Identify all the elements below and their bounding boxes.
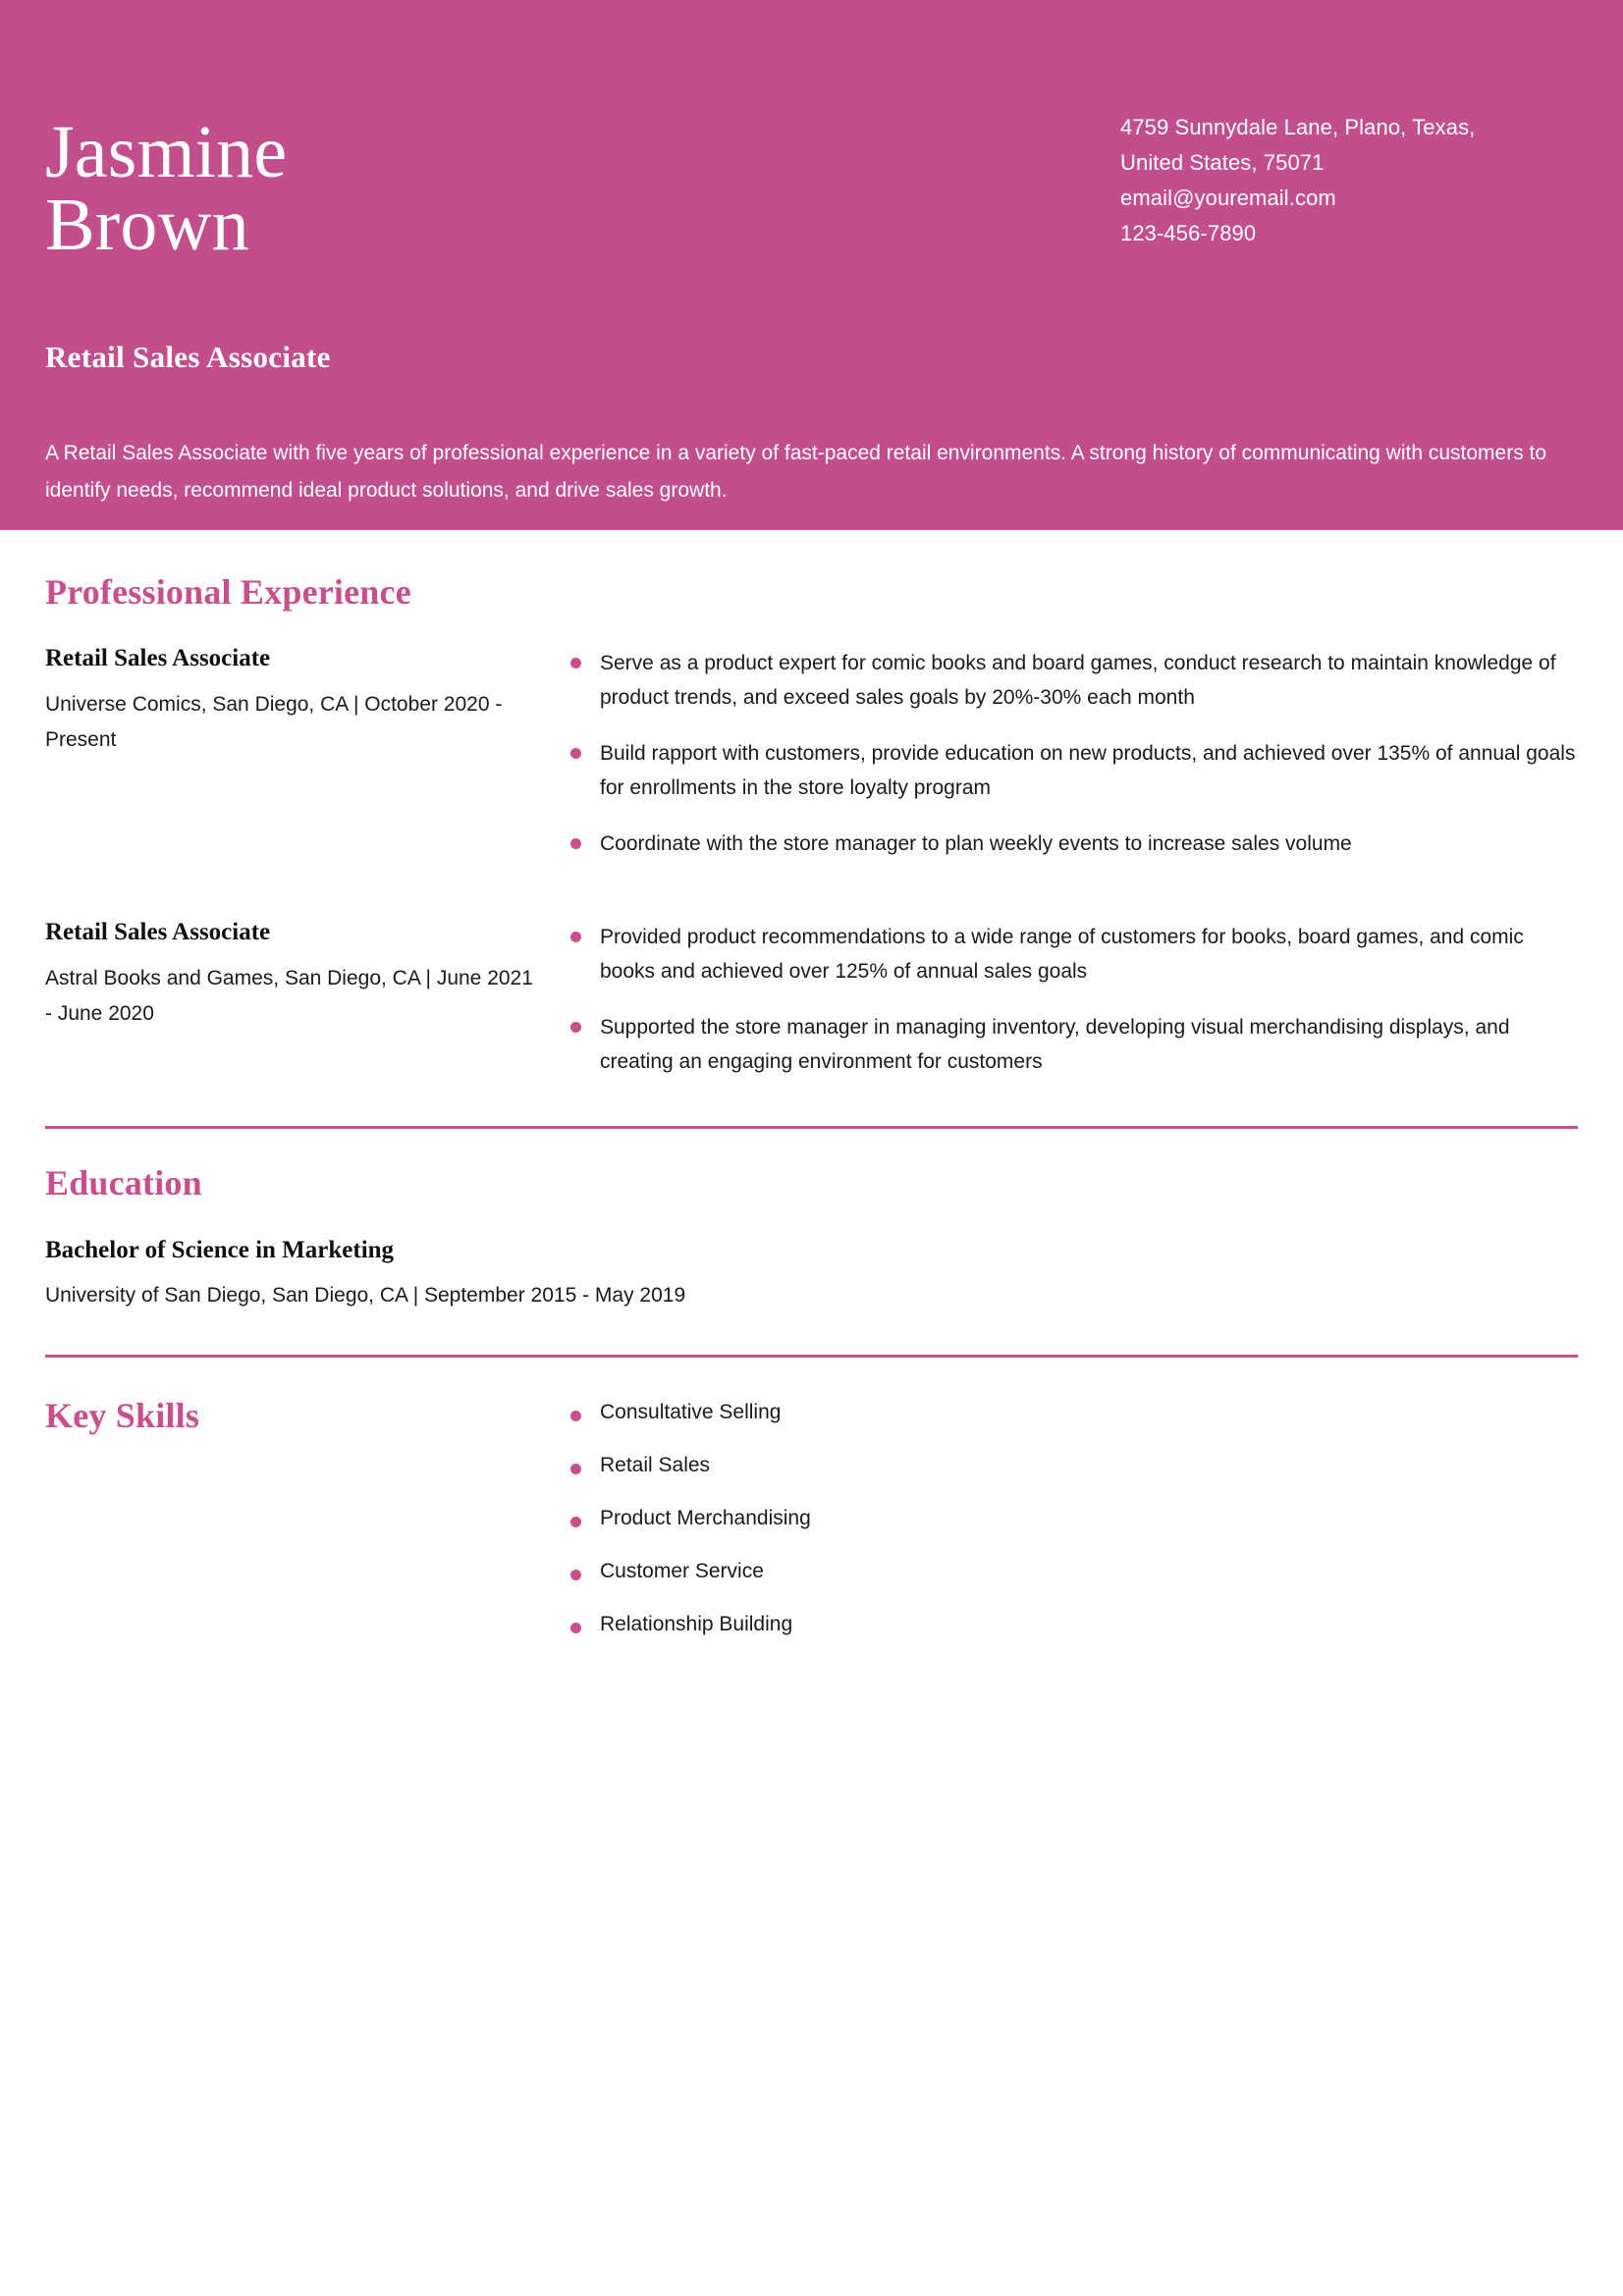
section-education: [45, 1129, 1578, 1313]
experience-entry: [45, 918, 1578, 1079]
experience-company-dates: Universe Comics, San Diego, CA | October 2020 - Present: [45, 693, 503, 751]
section-title-experience: Professional Experience: [45, 572, 411, 612]
candidate-job-title: Retail Sales Associate: [45, 340, 331, 374]
spacer: [45, 1079, 1578, 1126]
skill-label: Product Merchandising: [600, 1507, 811, 1529]
skill-label: Consultative Selling: [600, 1401, 782, 1423]
education-school-dates: University of San Diego, San Diego, CA | September 2015 - May 2019: [45, 1284, 686, 1307]
bullet-dot-icon: [570, 1517, 581, 1527]
experience-bullet: [561, 736, 1578, 805]
section-title-skills: Key Skills: [45, 1396, 200, 1435]
candidate-last-name: Brown: [45, 184, 249, 266]
skills-right: [561, 1395, 1578, 1664]
skill-label: Relationship Building: [600, 1613, 793, 1635]
section-title-education: Education: [45, 1163, 202, 1202]
bullet-dot-icon: [570, 838, 581, 849]
bullet-dot-icon: [570, 658, 581, 668]
experience-entry-right: [561, 644, 1578, 861]
skills-list: [561, 1399, 1578, 1638]
bullet-dot-icon: [570, 932, 581, 942]
skill-item: [561, 1452, 1578, 1479]
education-degree: Bachelor of Science in Marketing: [45, 1237, 395, 1263]
bullet-dot-icon: [570, 1022, 581, 1033]
candidate-first-name: Jasmine: [45, 111, 288, 193]
skill-label: Customer Service: [600, 1560, 764, 1582]
experience-bullet-text: Provided product recommendations to a wide range of customers for books, board games, and comic books and achieved over 125% of annual sales goals: [600, 926, 1524, 983]
bullet-dot-icon: [570, 1464, 581, 1474]
experience-entry: [45, 644, 1578, 861]
candidate-name: [45, 111, 929, 266]
experience-bullet-text: Serve as a product expert for comic books and board games, conduct research to maintain knowledge of product trends, and exceed sales goals by 20%-30% each month: [600, 652, 1556, 709]
experience-bullet: [561, 1010, 1578, 1079]
experience-role: Retail Sales Associate: [45, 919, 271, 945]
experience-bullet-list: [561, 920, 1578, 1079]
experience-bullet-text: Coordinate with the store manager to plan weekly events to increase sales volume: [600, 832, 1352, 855]
skill-item: [561, 1558, 1578, 1585]
contact-details: [1120, 110, 1533, 251]
experience-entry-left: [45, 918, 561, 1032]
bullet-dot-icon: [570, 1570, 581, 1580]
experience-bullet-text: Build rapport with customers, provide education on new products, and achieved over 135% of annual goals for enrollments in the store loyalty program: [600, 742, 1576, 799]
skill-label: Retail Sales: [600, 1454, 711, 1476]
experience-company-dates: Astral Books and Games, San Diego, CA | June 2021 - June 2020: [45, 967, 533, 1025]
experience-bullet-list: [561, 646, 1578, 861]
experience-bullet: [561, 646, 1578, 715]
contact-phone[interactable]: 123-456-7890: [1120, 221, 1257, 245]
experience-bullet: [561, 920, 1578, 988]
resume-header: [0, 0, 1623, 530]
section-key-skills: [45, 1358, 1578, 1664]
experience-entry-left: [45, 644, 561, 758]
skill-item: [561, 1611, 1578, 1638]
contact-address-line-2: United States, 75071: [1120, 150, 1325, 175]
experience-bullet: [561, 827, 1578, 861]
bullet-dot-icon: [570, 748, 581, 759]
skill-item: [561, 1505, 1578, 1532]
bullet-dot-icon: [570, 1411, 581, 1421]
skill-item: [561, 1399, 1578, 1426]
resume-body: [0, 530, 1623, 1664]
experience-bullet-text: Supported the store manager in managing inventory, developing visual merchandising displays, and creating an engaging environment for customers: [600, 1016, 1510, 1073]
professional-summary: A Retail Sales Associate with five years of professional experience in a variety of fast-paced retail environments. A strong history of communicating with customers to identify needs, recommend ideal product solutions, and drive sales growth.: [45, 442, 1547, 502]
experience-role: Retail Sales Associate: [45, 645, 271, 671]
spacer: [45, 1313, 1578, 1355]
section-professional-experience: [45, 530, 1578, 1079]
experience-entry-right: [561, 918, 1578, 1079]
contact-email[interactable]: email@youremail.com: [1120, 186, 1336, 210]
skills-left: [45, 1395, 561, 1436]
bullet-dot-icon: [570, 1623, 581, 1633]
contact-address-line-1: 4759 Sunnydale Lane, Plano, Texas,: [1120, 115, 1476, 139]
